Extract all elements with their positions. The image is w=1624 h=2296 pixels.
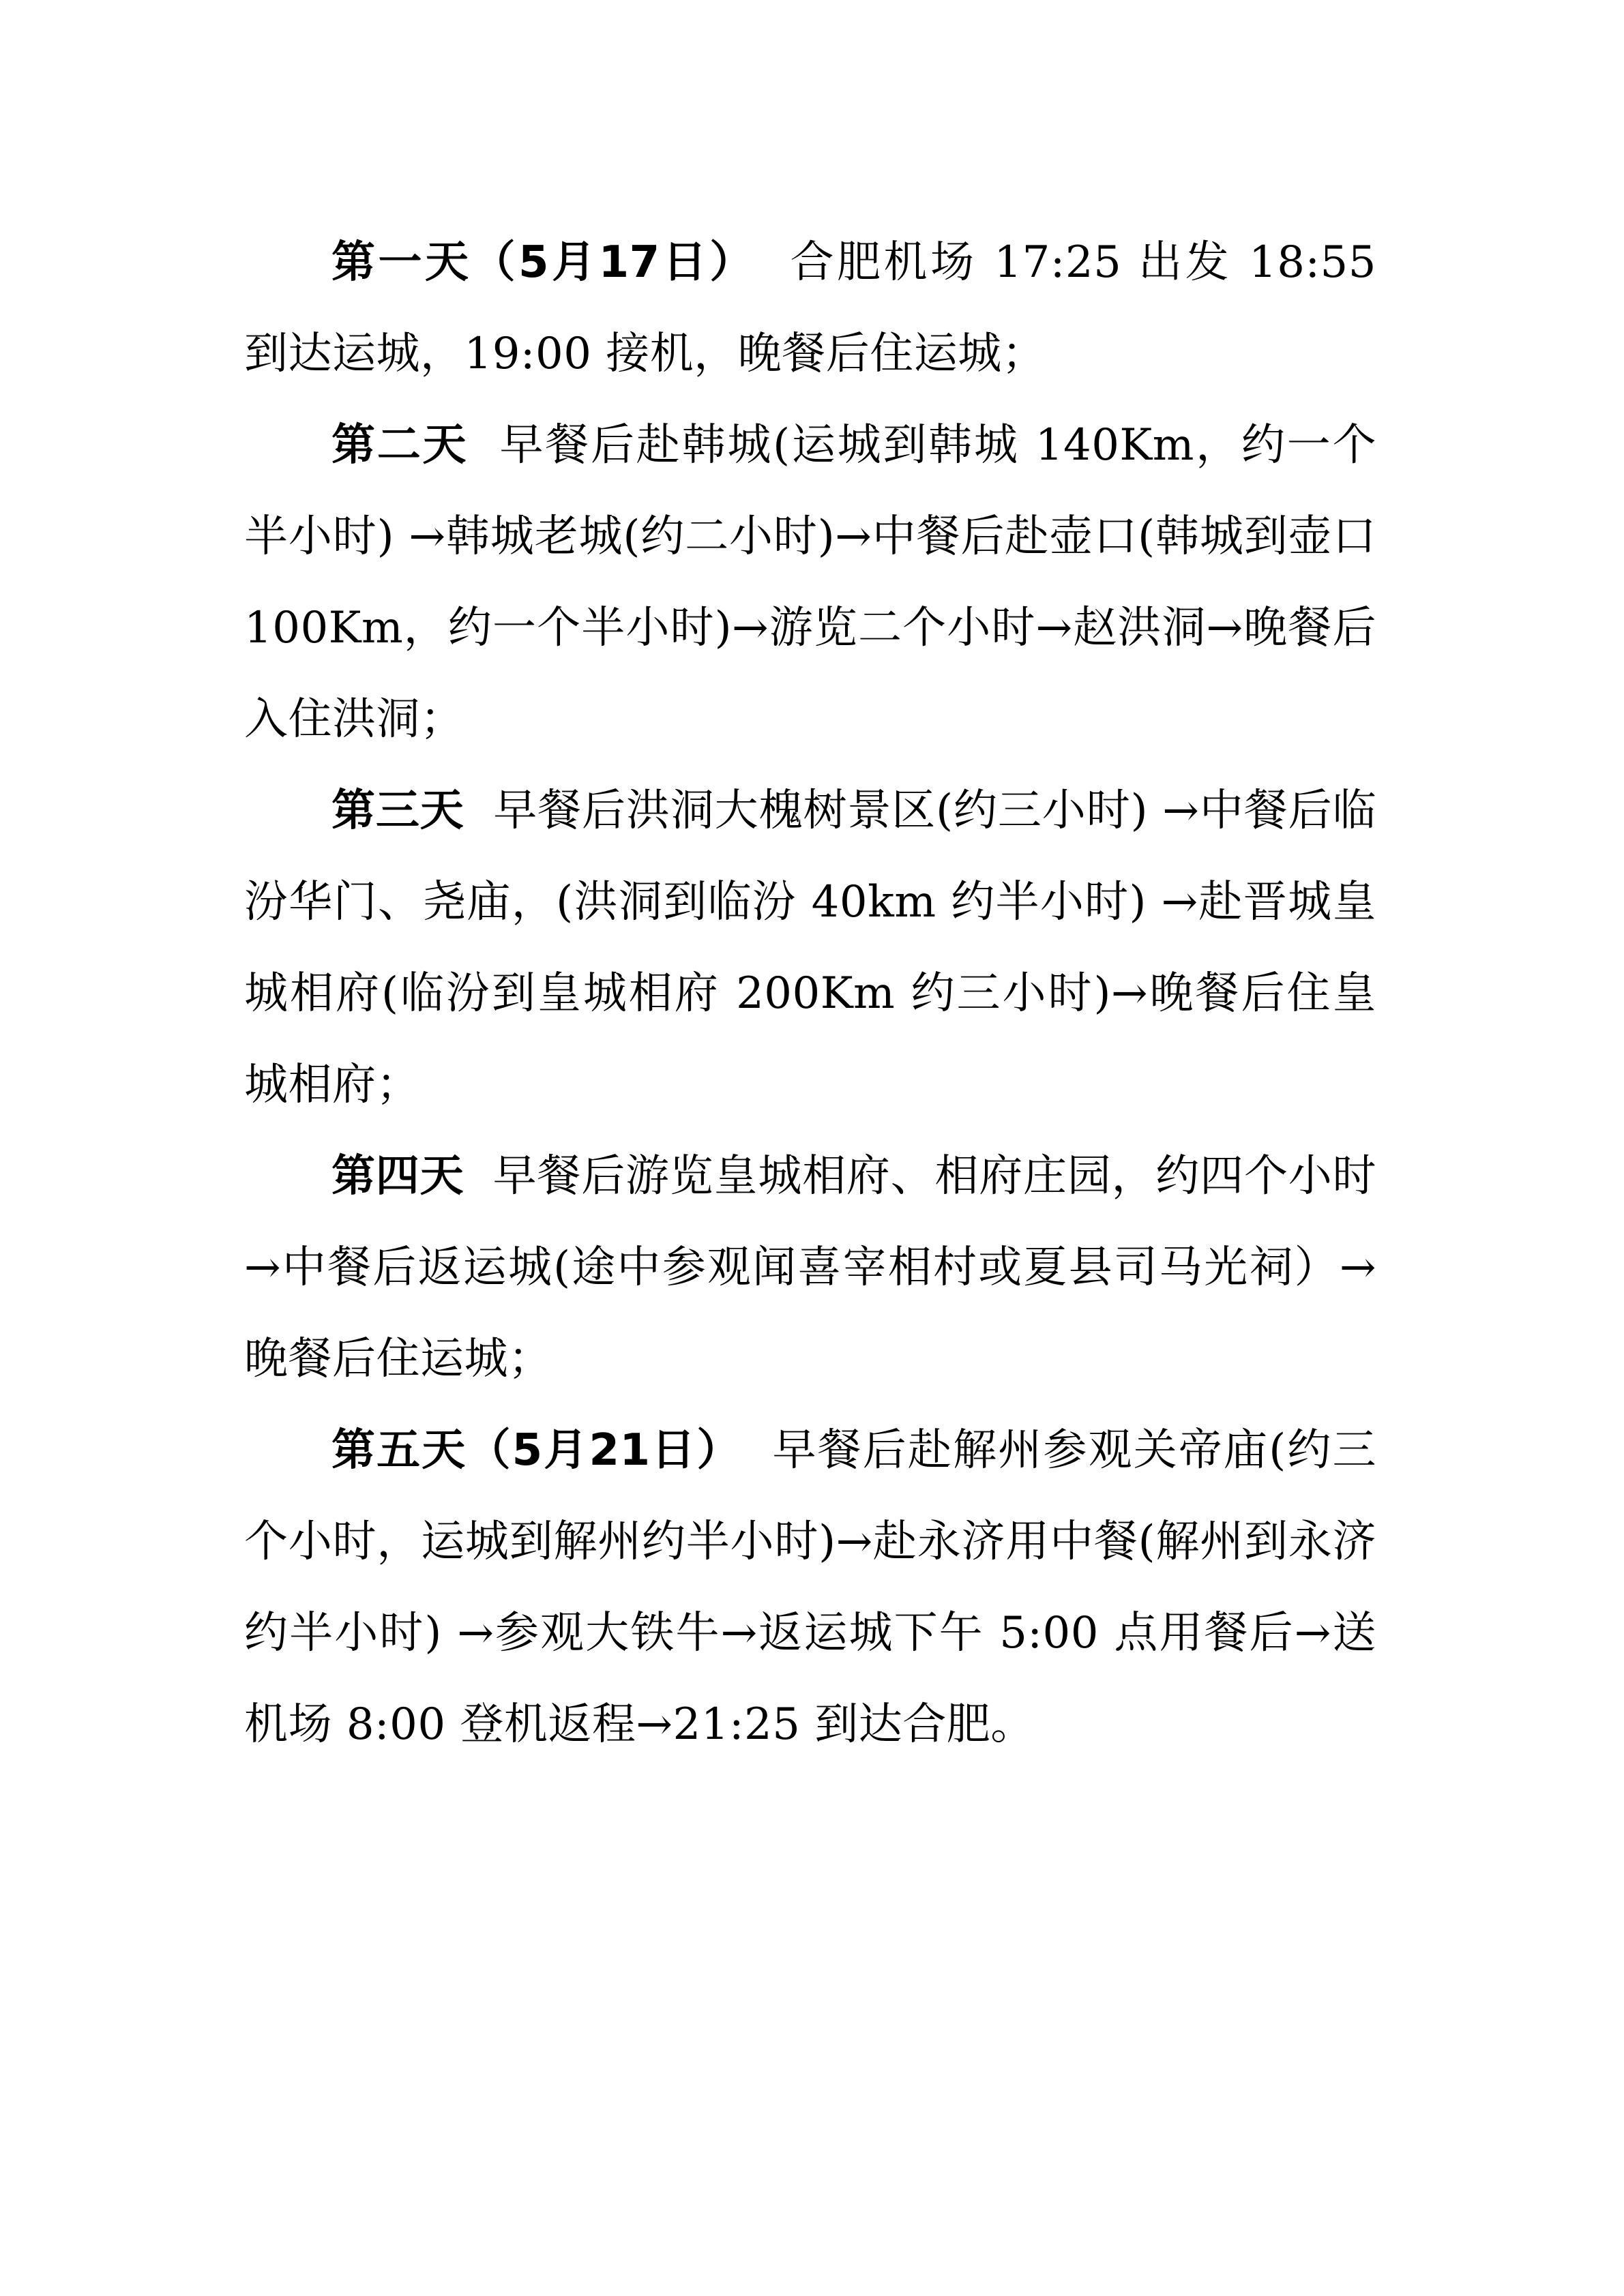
day-label: 第一天（5月17日） bbox=[331, 237, 756, 288]
itinerary-text bbox=[244, 217, 1376, 1770]
day-label: 第五天（5月21日） bbox=[331, 1425, 742, 1476]
day-text: 合肥机场 17:25 出发 18:55 到达运城，19:00 接机，晚餐后住运城； bbox=[244, 237, 1376, 379]
itinerary-day-4 bbox=[244, 1131, 1376, 1405]
itinerary-day-1 bbox=[244, 217, 1376, 400]
day-label: 第二天 bbox=[331, 420, 469, 471]
day-label: 第三天 bbox=[331, 786, 464, 836]
itinerary-day-3 bbox=[244, 765, 1376, 1131]
day-text: 早餐后赴韩城(运城到韩城 140Km，约一个半小时) →韩城老城(约二小时)→中餐后赴壶口(韩城到壶口 100Km，约一个半小时)→游览二个小时→赵洪洞→晚餐后入住洪洞； bbox=[244, 420, 1376, 745]
day-text: 早餐后赴解州参观关帝庙(约三个小时，运城到解州约半小时)→赴永济用中餐(解州到永济约半小时) →参观大铁牛→返运城下午 5:00 点用餐后→送机场 8:00 登机返程→21:25 到达合肥。 bbox=[244, 1425, 1376, 1750]
day-text: 早餐后洪洞大槐树景区(约三小时) →中餐后临汾华门、尧庙，(洪洞到临汾 40km 约半小时) →赴晋城皇城相府(临汾到皇城相府 200Km 约三小时)→晚餐后住皇城相府； bbox=[244, 786, 1377, 1110]
day-label: 第四天 bbox=[331, 1151, 464, 1202]
itinerary-day-5 bbox=[244, 1405, 1376, 1770]
itinerary-day-2 bbox=[244, 400, 1376, 765]
day-text: 早餐后游览皇城相府、相府庄园，约四个小时→中餐后返运城(途中参观闻喜宰相村或夏县司马光祠）→晚餐后住运城； bbox=[244, 1151, 1377, 1384]
